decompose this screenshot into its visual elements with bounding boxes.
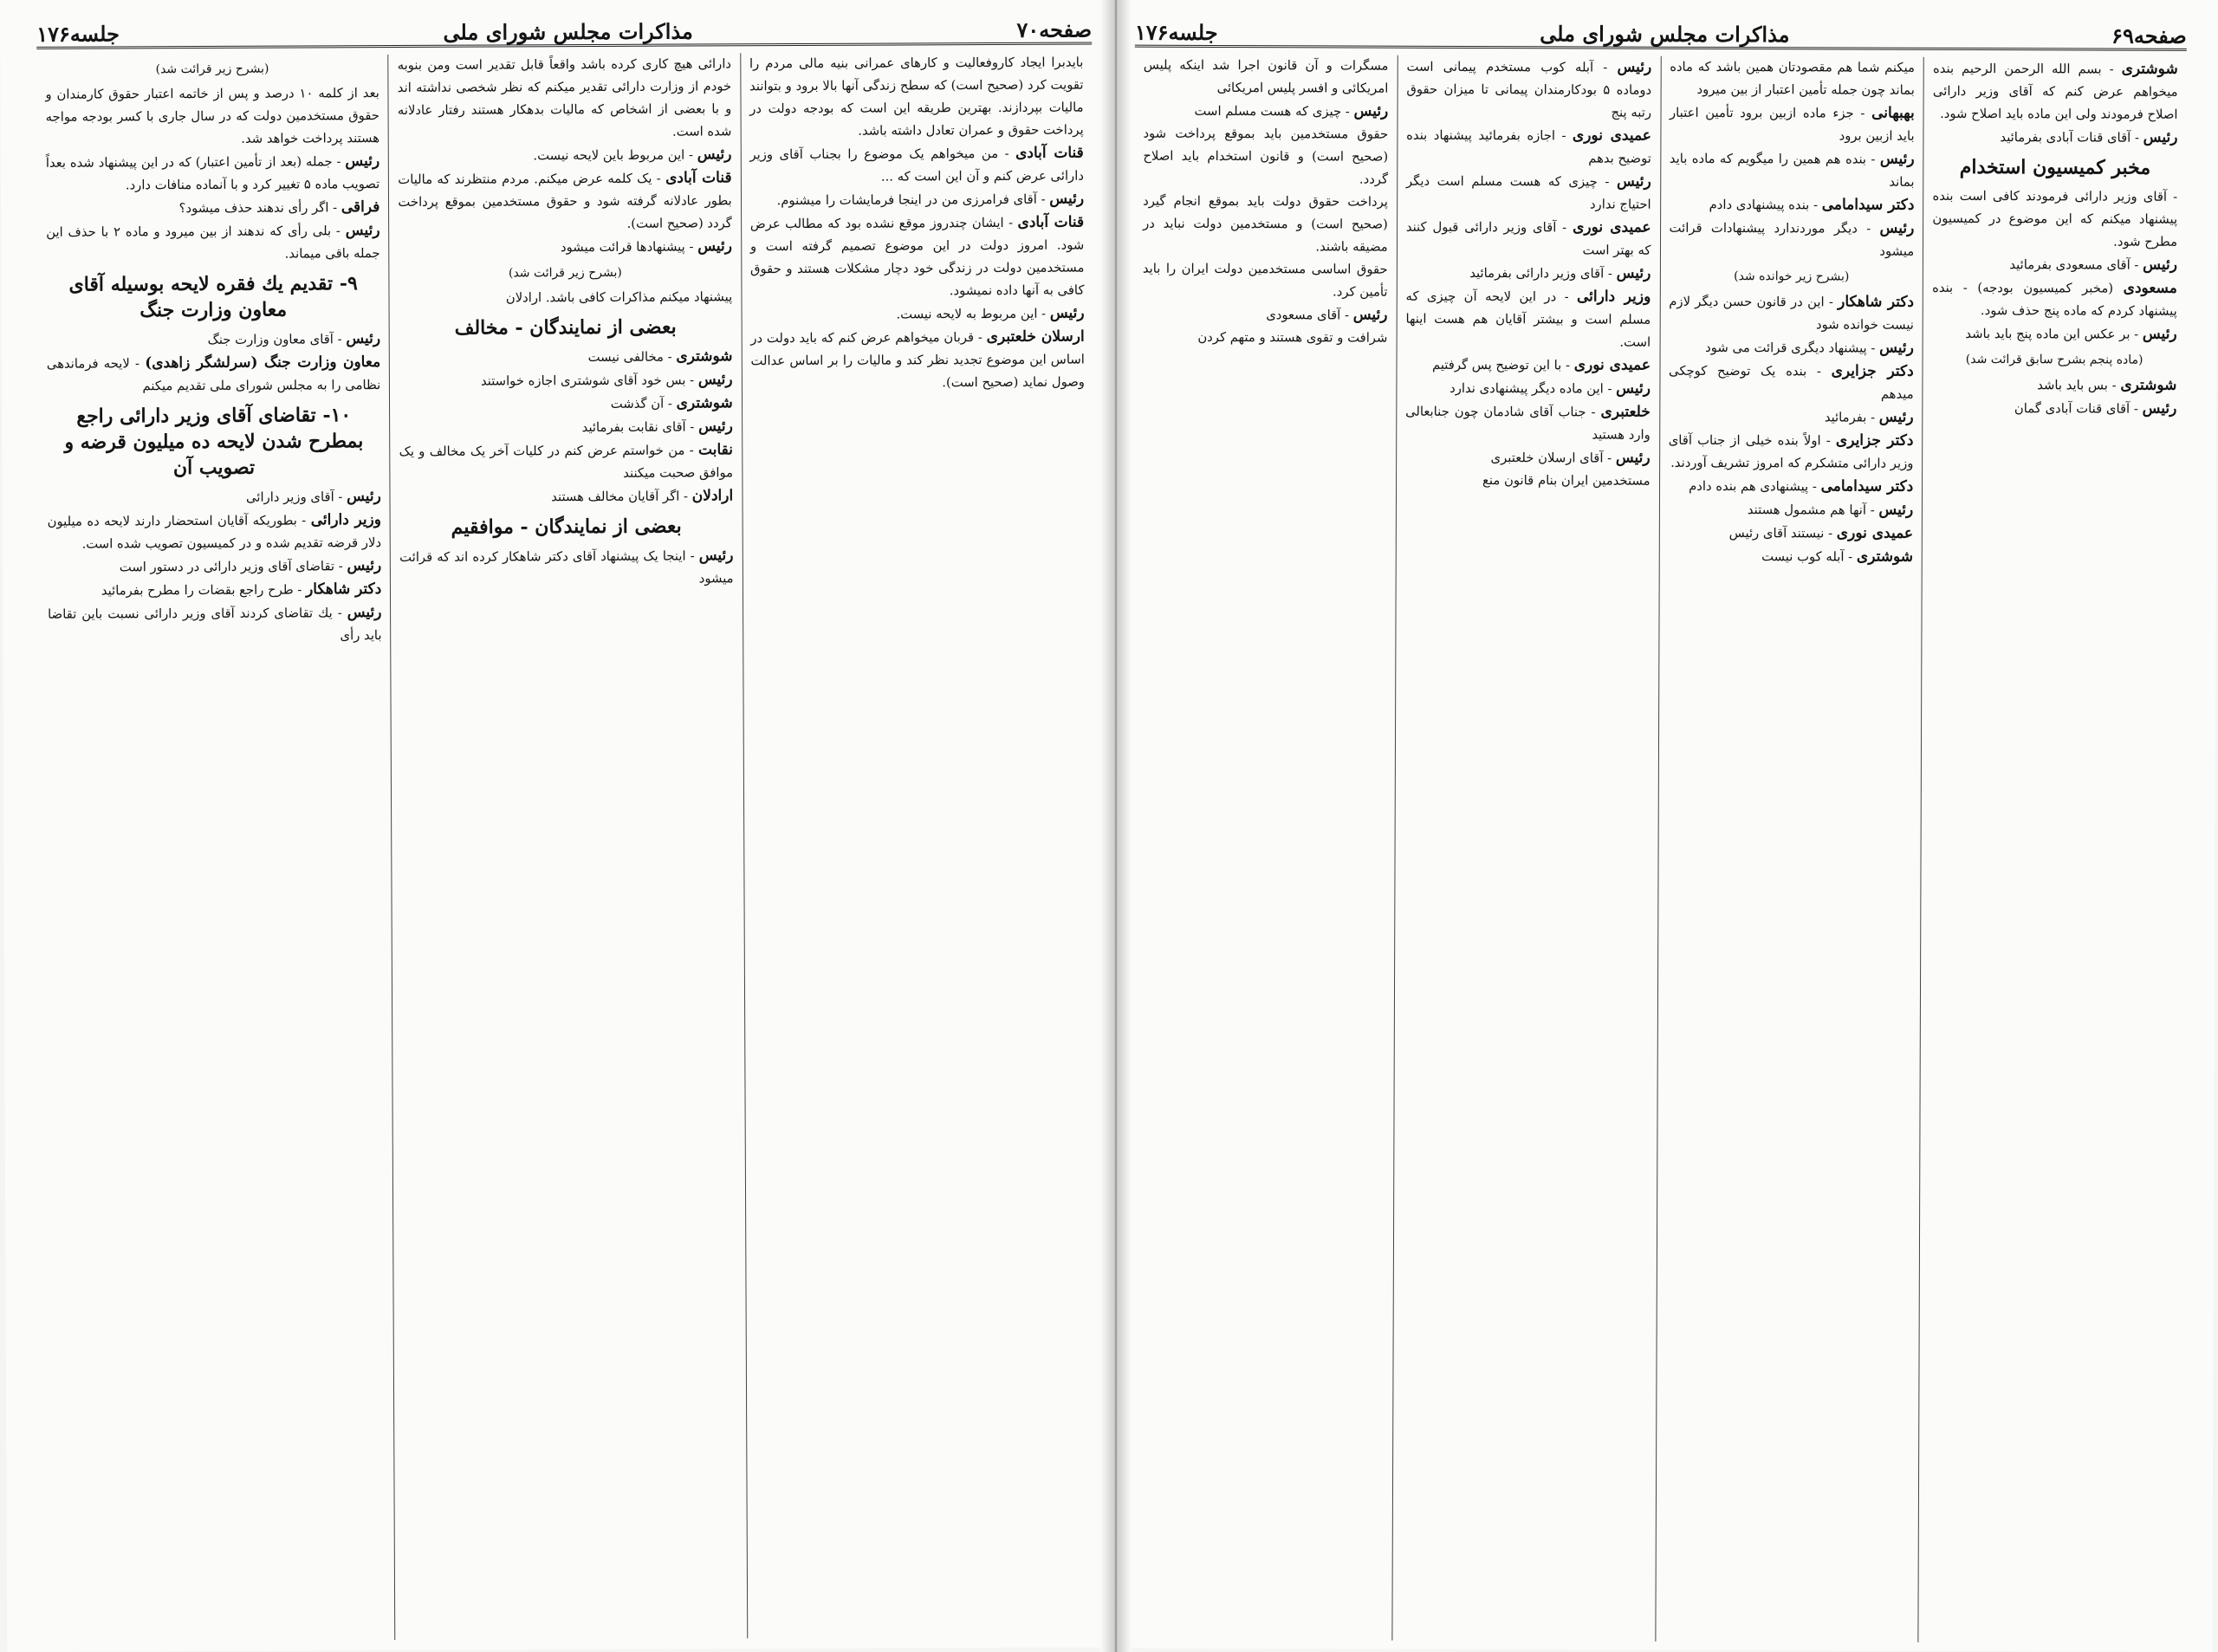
speaker-name: رئیس bbox=[2142, 399, 2177, 418]
speech-text: - آقای وزیر دارائی بفرمائید bbox=[1469, 265, 1612, 282]
speaker-name: قنات آبادی bbox=[1017, 213, 1085, 231]
text-column bbox=[1655, 56, 1923, 1642]
right-page-columns bbox=[1129, 55, 2186, 1643]
speech-text: - این ماده دیگر پیشنهادی ندارد bbox=[1449, 380, 1612, 397]
speaker-name: رئیس bbox=[1879, 339, 1914, 357]
left-page-header bbox=[36, 11, 1092, 49]
speech-text: - ایشان چندروز موقع نشده بود که مطالب عرض شود. امروز دولت در این موضوع تصمیم گرفته است و مستخدمین دولت در زندگی خود دچار مشکلات هستند و حقوق کافی به آنها داده نمیشود. bbox=[749, 215, 1085, 299]
speaker-name: رئیس bbox=[1616, 379, 1651, 398]
speech-text: - پیشنهادی هم بنده دادم bbox=[1689, 478, 1817, 495]
speaker-name: مسعودی bbox=[2123, 279, 2177, 297]
section-heading: بعضی از نمایندگان - مخالف bbox=[454, 315, 677, 340]
speaker-name: معاون وزارت جنگ (سرلشگر زاهدی) bbox=[145, 353, 381, 373]
speech-text: - آقای فرامرزی من در اینجا فرمایشات را میشنوم. bbox=[776, 191, 1046, 209]
speaker-name: عمیدی نوری bbox=[1836, 524, 1914, 542]
speech-text: - آن گذشت bbox=[610, 396, 672, 411]
speech-text: - آقای ارسلان خلعتبری bbox=[1490, 450, 1612, 466]
speaker-name: رئیس bbox=[1353, 102, 1389, 120]
speaker-name: دکتر جزایری bbox=[1835, 431, 1914, 450]
book-gutter bbox=[1100, 0, 1132, 1652]
speaker-name: عمیدی نوری bbox=[1573, 218, 1651, 236]
speech-text: - جناب آقای شادمان چون جنابعالی وارد هستید bbox=[1405, 404, 1651, 443]
speaker-name: عمیدی نوری bbox=[1573, 356, 1651, 374]
reading-note: (بشرح زیر قرائت شد) bbox=[155, 62, 269, 77]
speaker-name: بهبهانی bbox=[1871, 104, 1915, 122]
text-column bbox=[1129, 55, 1397, 1641]
speech-text: - جزء ماده ازبین برود تأمین اعتبار باید ازبین برود bbox=[1670, 105, 1915, 144]
speech-text: - لایحه فرماندهی نظامی را به مجلس شورای ملی تقدیم میکنم bbox=[46, 356, 381, 394]
speaker-name: دکتر شاهکار bbox=[1838, 293, 1915, 311]
speech-text: - آقای نقابت بفرمائید bbox=[581, 419, 695, 436]
speaker-name: رئیس bbox=[1615, 449, 1651, 467]
speech-text: دارائی هیچ کاری کرده باشد واقعاً قابل تقدیر است ومن بنوبه خودم از وزارت دارائی تقدیر میکنم که نظر شخصی نداشته اند و با بعضی از اشخاص که مالیات بدهکار هستند رفتار عادلانه شده است. bbox=[397, 56, 732, 139]
speaker-name: فراقی bbox=[340, 198, 380, 217]
speaker-name: رئیس bbox=[1878, 408, 1914, 426]
text-column bbox=[36, 55, 394, 1642]
speaker-name: وزیر دارائی bbox=[310, 511, 382, 529]
speaker-name: رئیس bbox=[698, 547, 734, 565]
speech-text: - تقاضای آقای وزیر دارائی در دستور است bbox=[119, 559, 343, 575]
speech-text: - اجازه بفرمائید پیشنهاد بنده توضیح بدهم bbox=[1406, 127, 1651, 166]
speaker-name: وزیر دارائی bbox=[1576, 288, 1651, 306]
speaker-name: رئیس bbox=[345, 152, 380, 171]
speaker-name: قنات آبادی bbox=[665, 169, 732, 187]
speech-text: - من میخواهم یک موضوع را بجناب آقای وزیر دارائی عرض کنم و آن این است که ... bbox=[749, 146, 1084, 185]
speech-text: بایدبرا ایجاد کاروفعالیت و کارهای عمرانی بنیه مالی مردم را تقویت کرد (صحیح است) که سطح زندگی آنها بالا برود و بتوانند مالیات بپردازند. بهترین طریقه این است که بودجه دولت در پرداخت حقوق و عمران تعادل داشته باشد. bbox=[749, 55, 1084, 139]
section-heading: ۱۰- تقاضای آقای وزیر دارائی راجع بمطرح شدن لایحه ده میلیون قرضه و تصویب آن bbox=[64, 404, 364, 480]
speaker-name: دکتر شاهکار bbox=[306, 580, 382, 599]
speech-text: - آقای وزیر دارائی فرمودند کافی است بنده پیشنهاد میکنم که این موضوع در کمیسیون مطرح شود. bbox=[1932, 188, 2178, 249]
speaker-name: رئیس bbox=[697, 237, 732, 256]
text-column bbox=[740, 52, 1099, 1639]
speaker-name: رئیس bbox=[698, 418, 733, 436]
text-column bbox=[1391, 55, 1660, 1642]
speech-text: شرافت و تقوی هستند و متهم کردن bbox=[1197, 329, 1388, 346]
speaker-name: رئیس bbox=[347, 557, 382, 575]
speech-text: - آقای مسعودی بفرمائید bbox=[2009, 257, 2139, 273]
speech-text: - اولاً بنده خیلی از جناب آقای وزیر دارائی متشکرم که امروز تشریف آوردند. bbox=[1668, 432, 1914, 471]
reading-note: (بشرح زیر قرائت شد) bbox=[508, 265, 622, 281]
speaker-name: ارادلان bbox=[691, 487, 734, 505]
speech-text: - چیزی که هست مسلم است bbox=[1194, 103, 1350, 120]
speech-text: - آقای مسعودی bbox=[1266, 308, 1350, 323]
reading-note: (ماده پنجم بشرح سابق قرائت شد) bbox=[1965, 352, 2143, 367]
page-title: مذاکرات مجلس شورای ملی bbox=[443, 18, 693, 45]
speaker-name: رئیس bbox=[346, 330, 381, 348]
speech-text: حقوق اساسی مستخدمین دولت ایران را باید تأمین کرد. bbox=[1142, 261, 1388, 300]
speaker-name: رئیس bbox=[1049, 304, 1085, 322]
speaker-name: ارسلان خلعتبری bbox=[986, 327, 1085, 347]
speech-text: - این مربوط باین لایحه نیست. bbox=[533, 147, 694, 164]
speech-text: - بنده یک توضیح کوچکی میدهم bbox=[1668, 363, 1914, 402]
left-page-columns bbox=[36, 52, 1099, 1642]
speaker-name: رئیس bbox=[697, 371, 733, 389]
speaker-name: قنات آبادی bbox=[1015, 144, 1084, 162]
speech-text: - اگر رأی ندهند حذف میشود؟ bbox=[178, 200, 338, 217]
speaker-name: رئیس bbox=[1617, 58, 1652, 76]
speech-text: - در این لایحه آن چیزی که مسلم است و بیشتر آقایان هم هست اینها است. bbox=[1405, 288, 1651, 350]
page-title: مذاکرات مجلس شورای ملی bbox=[1540, 21, 1790, 48]
speech-text: - آقای قنات آبادی بفرمائید bbox=[2000, 130, 2140, 146]
speech-text: - پیشنهاد دیگری قرائت می شود bbox=[1705, 340, 1876, 356]
speech-text: - بفرمائید bbox=[1824, 410, 1876, 425]
speaker-name: شوشتری bbox=[2121, 60, 2178, 78]
speaker-name: دکتر جزایری bbox=[1831, 362, 1914, 380]
speech-text: - دیگر موردندارد پیشنهادات قرائت میشود bbox=[1669, 220, 1915, 259]
speech-text: - پیشنهادها قرائت میشود bbox=[560, 239, 694, 256]
text-column bbox=[388, 53, 747, 1640]
speaker-name: رئیس bbox=[1352, 306, 1388, 324]
session-number: جلسه۱۷۶ bbox=[1134, 19, 1218, 45]
speaker-name: دکتر سیدامامی bbox=[1820, 477, 1914, 496]
speech-text: - یك تقاضای کردند آقای وزیر دارائی نسبت باین تقاضا باید رأی bbox=[48, 606, 382, 644]
speech-text: - طرح راجع بقضات را مطرح بفرمائید bbox=[101, 582, 302, 599]
speech-text: - آبله کوب نیست bbox=[1761, 549, 1853, 565]
speech-text: - بر عکس این ماده پنج باید باشد bbox=[1965, 326, 2139, 342]
speaker-name: رئیس bbox=[1616, 264, 1651, 282]
page-number: صفحه۶۹ bbox=[2111, 23, 2187, 49]
section-heading: مخبر کمیسیون استخدام bbox=[1959, 155, 2151, 179]
speaker-name: رئیس bbox=[2142, 325, 2177, 343]
speech-text: میکنم شما هم مقصودتان همین باشد که ماده بماند چون جمله تأمین اعتبار از بین میرود bbox=[1670, 59, 1916, 98]
page-number: صفحه۷۰ bbox=[1016, 16, 1093, 42]
speech-text: - این در قانون حسن دیگر لازم نیست خوانده شود bbox=[1669, 294, 1914, 333]
section-heading: بعضی از نمایندگان - موافقیم bbox=[451, 515, 682, 539]
speech-text: (مخبر کمیسیون بودجه) - بنده پیشنهاد کردم که ماده پنج حذف شود. bbox=[1932, 280, 2177, 319]
section-heading: ۹- تقدیم یك فقره لایحه بوسیله آقای معاون وزارت جنگ bbox=[68, 272, 358, 322]
speaker-name: رئیس bbox=[1049, 190, 1085, 208]
speaker-name: رئیس bbox=[1616, 172, 1651, 191]
speech-text: - آنها هم مشمول هستند bbox=[1747, 502, 1875, 518]
speech-text: - بس خود آقای شوشتری اجازه خواستند bbox=[480, 373, 695, 389]
speech-text: - بطوریکه آقایان استحضار دارند لایحه ده میلیون دلار قرضه تقدیم شده و در کمیسیون تصویب شده است. bbox=[47, 513, 382, 552]
speaker-name: عمیدی نوری bbox=[1572, 126, 1651, 145]
speaker-name: نقابت bbox=[697, 441, 733, 459]
speaker-name: رئیس bbox=[1879, 150, 1915, 168]
speech-text: - با این توضیح پس گرفتیم bbox=[1431, 357, 1571, 373]
speech-text: - این مربوط به لایحه نیست. bbox=[896, 306, 1047, 322]
right-page bbox=[1112, 0, 2218, 1652]
speech-text: بعد از کلمه ۱۰ درصد و پس از خاتمه اعتبار حقوق کارمندان و حقوق مستخدمین دولت که در سال جاری با کسر بودجه مواجه هستند پرداخت خواهد شد. bbox=[45, 86, 380, 146]
speech-text: - آقای قنات آبادی گمان bbox=[2014, 401, 2138, 417]
right-page-header bbox=[1135, 14, 2187, 51]
speech-text: - اینجا یک پیشنهاد آقای دکتر شاهکار کرده اند که قرائت میشود bbox=[399, 548, 734, 586]
reading-note: (بشرح زیر خوانده شد) bbox=[1734, 269, 1850, 284]
speaker-name: شوشتری bbox=[2120, 376, 2177, 394]
speech-text: - آقای معاون وزارت جنگ bbox=[207, 332, 342, 347]
speech-text: - مخالفی نیست bbox=[587, 349, 672, 366]
speech-text: - نیستند آقای رئیس bbox=[1728, 526, 1833, 541]
speaker-name: شوشتری bbox=[676, 347, 733, 366]
speech-text: - بنده هم همین را میگویم که ماده باید بماند bbox=[1669, 151, 1915, 190]
speech-text: - آقای وزیر دارائی bbox=[245, 489, 343, 505]
speaker-name: رئیس bbox=[347, 604, 382, 622]
text-column bbox=[1918, 57, 2187, 1643]
speaker-name: خلعتبری bbox=[1600, 403, 1651, 421]
speech-text: - بنده پیشنهادی دادم bbox=[1709, 197, 1819, 213]
speaker-name: شوشتری bbox=[676, 394, 733, 412]
speech-text: - آقای وزیر دارائی قبول کنند که بهتر است bbox=[1405, 219, 1651, 258]
speech-text: - من خواستم عرض کنم در کلیات آخر یک مخالف و یک موافق صحبت میکنند bbox=[399, 443, 734, 481]
speech-text: - بس باید باشد bbox=[2037, 378, 2117, 393]
speaker-name: رئیس bbox=[2143, 256, 2177, 274]
session-number: جلسه۱۷۶ bbox=[36, 21, 120, 47]
speech-text: مستخدمین ایران بنام قانون منع bbox=[1482, 473, 1651, 489]
speaker-name: رئیس bbox=[1878, 501, 1914, 519]
speech-text: - قربان میخواهم عرض کنم که باید دولت در اساس این موضوع تجدید نظر کند و مالیات را بر اساس عدالت وصول نماید (صحیح است). bbox=[750, 330, 1085, 391]
speaker-name: دکتر سیدامامی bbox=[1821, 196, 1915, 214]
speech-text: حقوق مستخدمین باید بموقع پرداخت شود (صحیح است) و قانون استخدام باید اصلاح گردد. bbox=[1143, 126, 1389, 187]
speech-text: - بلی رأی که ندهند از بین میرود و ماده ۲ با حذف این جمله باقی میماند. bbox=[46, 224, 380, 262]
speaker-name: رئیس bbox=[1879, 219, 1915, 237]
speaker-name: رئیس bbox=[2143, 128, 2178, 146]
speaker-name: رئیس bbox=[345, 222, 380, 240]
speech-text: مسگرات و آن قانون اجرا شد اینکه پلیس امریکائی و افسر پلیس امریکائی bbox=[1143, 57, 1389, 96]
speech-text: پیشنهاد میکنم مذاکرات کافی باشد. ارادلان bbox=[505, 289, 733, 306]
speech-text: - یک کلمه عرض میکنم. مردم منتظرند که مالیات بطور عادلانه گرفته شود و حقوق مستخدمین بموقع پرداخت گردد (صحیح است). bbox=[398, 171, 732, 231]
speaker-name: شوشتری bbox=[1856, 547, 1914, 566]
speech-text: - جمله (بعد از تأمین اعتبار) که در این پیشنهاد شده بعداً تصویب ماده ۵ تغییر کرد و با آنماده منافات دارد. bbox=[45, 154, 380, 193]
speaker-name: رئیس bbox=[347, 488, 381, 506]
speaker-name: رئیس bbox=[697, 146, 732, 164]
speech-text: - چیزی که هست مسلم است دیگر احتیاج ندارد bbox=[1405, 173, 1651, 212]
speech-text: - بسم الله الرحمن الرحیم بنده میخواهم عرض کنم که آقای وزیر دارائی اصلاح فرمودند ولی این ماده باید اصلاح شود. bbox=[1932, 61, 2178, 122]
speech-text: پرداخت حقوق دولت باید بموقع انجام گیرد (صحیح است) و مستخدمین دولت نباید در مضیقه باشند. bbox=[1143, 193, 1388, 255]
speech-text: - اگر آقایان مخالف هستند bbox=[551, 489, 689, 505]
speech-text: - آبله کوب مستخدم پیمانی است دوماده ۵ بودکارمندان پیمانی تا میزان حقوق رتبه پنج bbox=[1406, 59, 1652, 120]
